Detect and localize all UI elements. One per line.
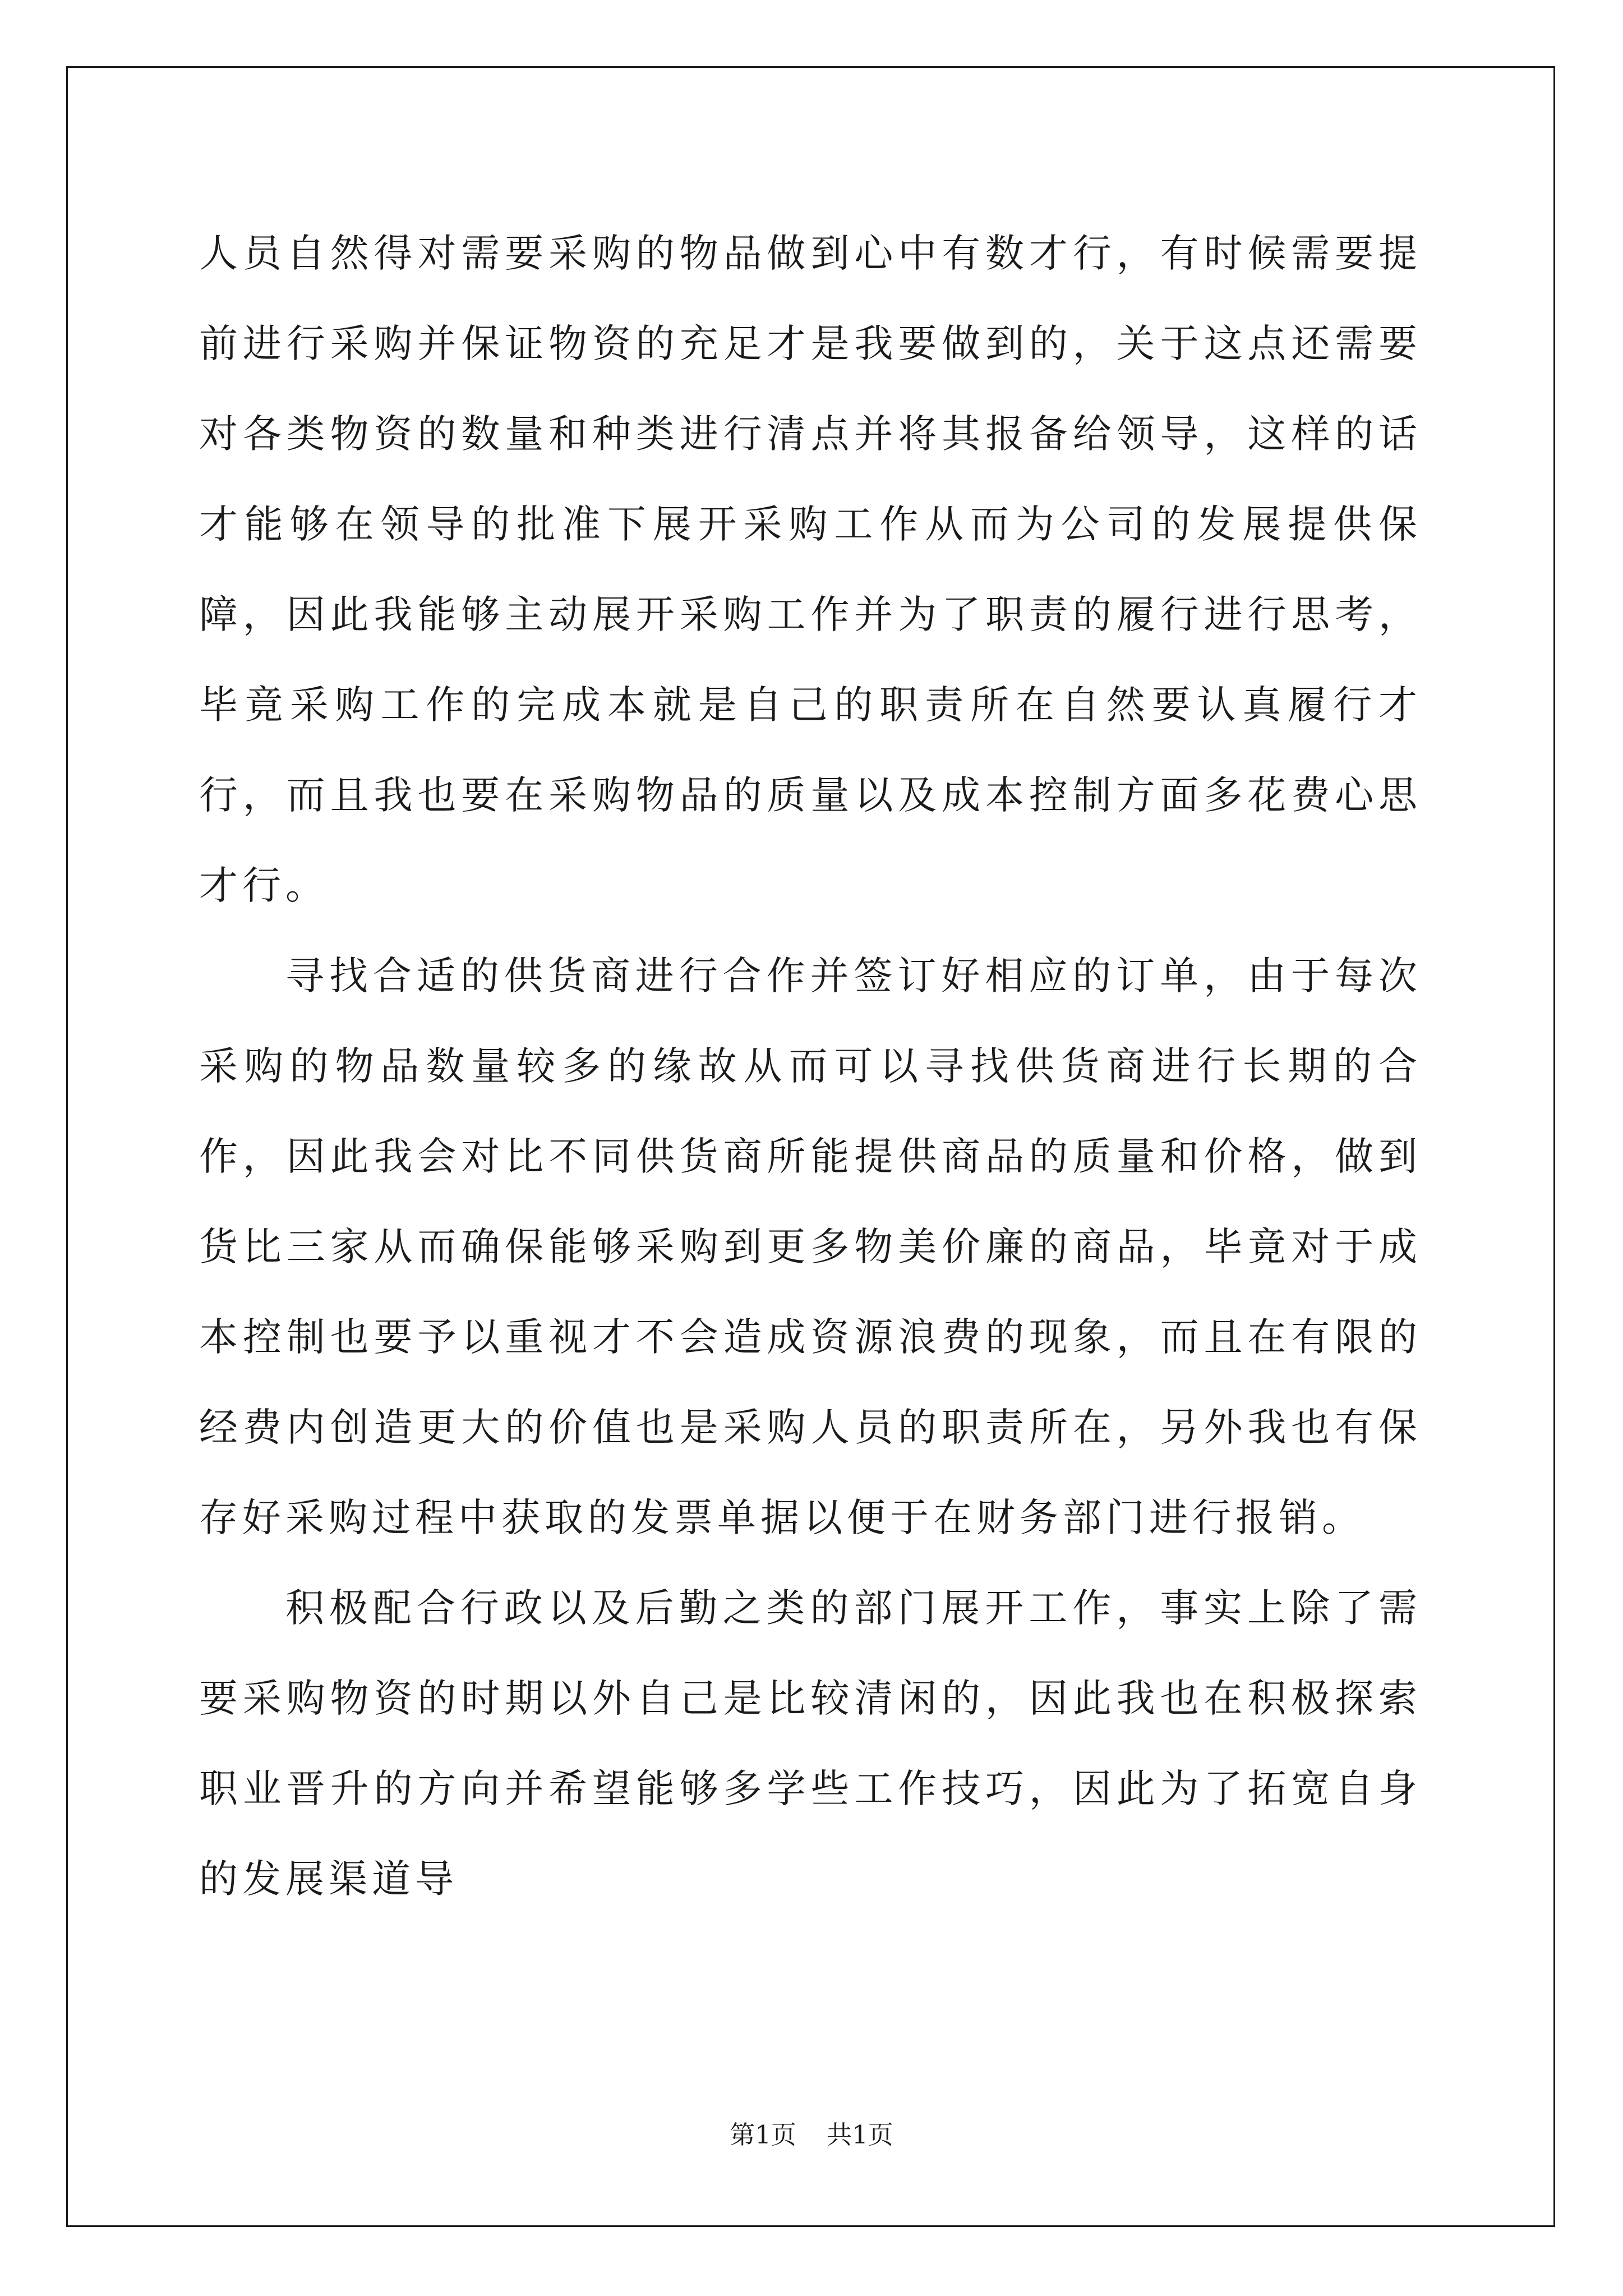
document-body <box>199 209 1422 1925</box>
page-number: 第1页 <box>730 2120 796 2150</box>
paragraph-2: 寻找合适的供货商进行合作并签订好相应的订单，由于每次采购的物品数量较多的缘故从而可以寻找供货商进行长期的合作，因此我会对比不同供货商所能提供商品的质量和价格，做到货比三家从而确保能够采购到更多物美价廉的商品，毕竟对于成本控制也要予以重视才不会造成资源浪费的现象，而且在有限的经费内创造更大的价值也是采购人员的职责所在，另外我也有保存好采购过程中获取的发票单据以便于在财务部门进行报销。 <box>199 954 1422 1540</box>
page-footer <box>0 2118 1623 2152</box>
paragraph-3: 积极配合行政以及后勤之类的部门展开工作，事实上除了需要采购物资的时期以外自己是比较清闲的，因此我也在积极探索职业晋升的方向并希望能够多学些工作技巧，因此为了拓宽自身的发展渠道导 <box>199 1586 1422 1902</box>
page-total: 共1页 <box>827 2120 893 2150</box>
paragraph-1: 人员自然得对需要采购的物品做到心中有数才行，有时候需要提前进行采购并保证物资的充足才是我要做到的，关于这点还需要对各类物资的数量和种类进行清点并将其报备给领导，这样的话才能够在领导的批准下展开采购工作从而为公司的发展提供保障，因此我能够主动展开采购工作并为了职责的履行进行思考，毕竟采购工作的完成本就是自己的职责所在自然要认真履行才行，而且我也要在采购物品的质量以及成本控制方面多花费心思才行。 <box>199 231 1422 908</box>
